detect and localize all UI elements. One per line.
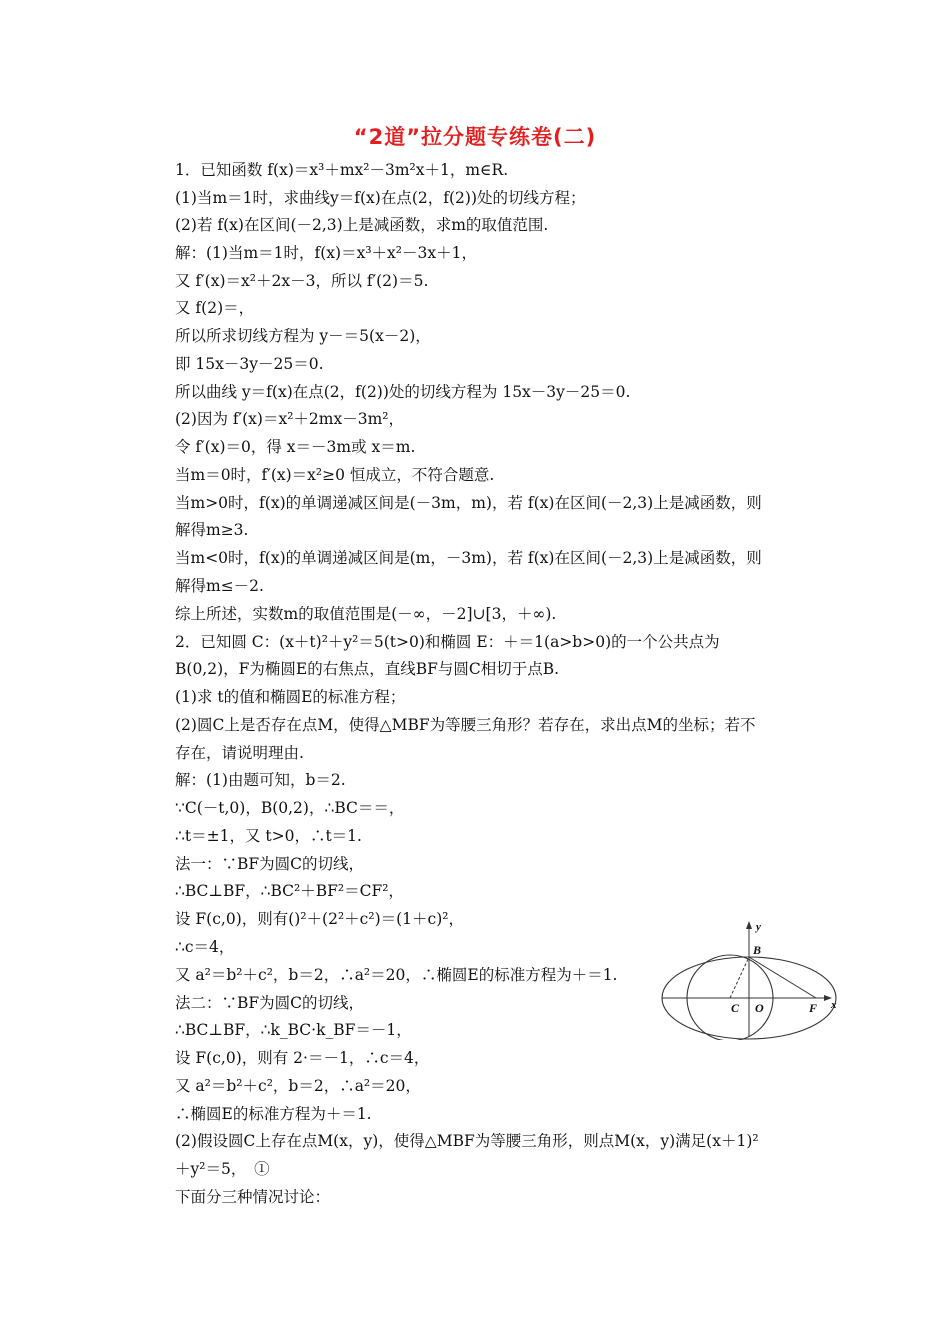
solution2-line: 设 F(c,0)，则有()²＋(2²＋c²)＝(1＋c)²， — [175, 910, 464, 928]
solution2-part2: ＋y²＝5， ① — [175, 1160, 270, 1178]
point-c-label: C — [731, 1001, 740, 1015]
solution1-line: 所以曲线 y＝f(x)在点(2，f(2))处的切线方程为 15x－3y－25＝0. — [175, 383, 631, 401]
solution2-line: 解：(1)由题可知，b＝2. — [175, 771, 346, 789]
solution2-line: ∴椭圆E的标准方程为＋＝1. — [175, 1105, 372, 1123]
solution2-line: ∴BC⊥BF，∴k_BC·k_BF＝－1， — [175, 1021, 412, 1039]
solution1-line: (2)因为 f′(x)＝x²＋2mx－3m²， — [175, 410, 405, 428]
problem2-statement: B(0,2)，F为椭圆E的右焦点，直线BF与圆C相切于点B. — [175, 660, 560, 678]
solution1-line: 所以所求切线方程为 y－＝5(x－2)， — [175, 327, 431, 345]
solution2-line: ∴BC⊥BF，∴BC²＋BF²＝CF²， — [175, 882, 404, 900]
point-b-label: B — [753, 943, 762, 957]
solution2-line: 法一：∵BF为圆C的切线， — [175, 855, 365, 873]
problem2-part1: (1)求 t的值和椭圆E的标准方程； — [175, 688, 406, 706]
document-title: “2道”拉分题专练卷(二) — [353, 125, 597, 149]
solution1-line: 当m<0时，f(x)的单调递减区间是(m，－3m)，若 f(x)在区间(－2,3)上是减函数，则 — [175, 549, 762, 567]
solution1-line: 解得m≤－2. — [175, 577, 264, 595]
solution1-line: 令 f′(x)＝0，得 x＝－3m或 x＝m. — [175, 438, 416, 456]
point-f-label: F — [809, 1001, 818, 1015]
solution1-line: 又 f(2)＝， — [175, 299, 255, 317]
solution1-conclusion: 综上所述，实数m的取值范围是(－∞，－2]∪[3，＋∞). — [175, 605, 557, 623]
segment-cb — [730, 957, 749, 998]
point-o-label: O — [755, 1001, 764, 1015]
solution1-line: 即 15x－3y－25＝0. — [175, 355, 324, 373]
problem1-statement: 1．已知函数 f(x)＝x³＋mx²－3m²x＋1，m∈R. — [175, 161, 509, 179]
ellipse-circle-figure — [660, 918, 840, 1040]
y-axis-arrow-icon — [746, 921, 752, 929]
solution2-line: ∵C(－t,0)，B(0,2)，∴BC＝＝， — [175, 799, 405, 817]
problem2-statement: 2．已知圆 C：(x＋t)²＋y²＝5(t>0)和椭圆 E：＋＝1(a>b>0)的一个公共点为 — [175, 633, 720, 651]
solution2-line: 又 a²＝b²＋c²，b＝2，∴a²＝20，∴椭圆E的标准方程为＋＝1. — [175, 966, 618, 984]
solution2-line: 设 F(c,0)，则有 2·＝－1，∴c＝4， — [175, 1049, 430, 1067]
problem1-part2: (2)若 f(x)在区间(－2,3)上是减函数，求m的取值范围. — [175, 216, 549, 234]
solution2-part2: (2)假设圆C上存在点M(x，y)，使得△MBF为等腰三角形，则点M(x，y)满足(x＋1)² — [175, 1132, 759, 1150]
tangent-line-bf — [749, 957, 816, 998]
y-axis-label: y — [756, 921, 761, 933]
solution1-line: 又 f′(x)＝x²＋2x－3，所以 f′(2)＝5. — [175, 272, 429, 290]
solution2-line: 又 a²＝b²＋c²，b＝2，∴a²＝20， — [175, 1077, 421, 1095]
problem2-part2: (2)圆C上是否存在点M，使得△MBF为等腰三角形？若存在，求出点M的坐标；若不 — [175, 716, 756, 734]
solution1-line: 当m>0时，f(x)的单调递减区间是(－3m，m)，若 f(x)在区间(－2,3)上是减函数，则 — [175, 494, 762, 512]
solution2-line: 法二：∵BF为圆C的切线， — [175, 994, 365, 1012]
x-axis-label: x — [831, 999, 837, 1011]
solution2-line: ∴c＝4， — [175, 938, 235, 956]
solution2-part2: 下面分三种情况讨论： — [175, 1188, 331, 1206]
solution1-line: 解：(1)当m＝1时，f(x)＝x³＋x²－3x＋1， — [175, 244, 477, 262]
solution1-line: 当m＝0时，f′(x)＝x²≥0 恒成立，不符合题意. — [175, 466, 495, 484]
solution1-line: 解得m≥3. — [175, 521, 249, 539]
solution2-line: ∴t＝±1，又 t>0，∴t＝1. — [175, 827, 362, 845]
problem1-part1: (1)当m＝1时，求曲线y＝f(x)在点(2，f(2))处的切线方程； — [175, 189, 586, 207]
problem2-part2: 存在，请说明理由. — [175, 744, 304, 762]
